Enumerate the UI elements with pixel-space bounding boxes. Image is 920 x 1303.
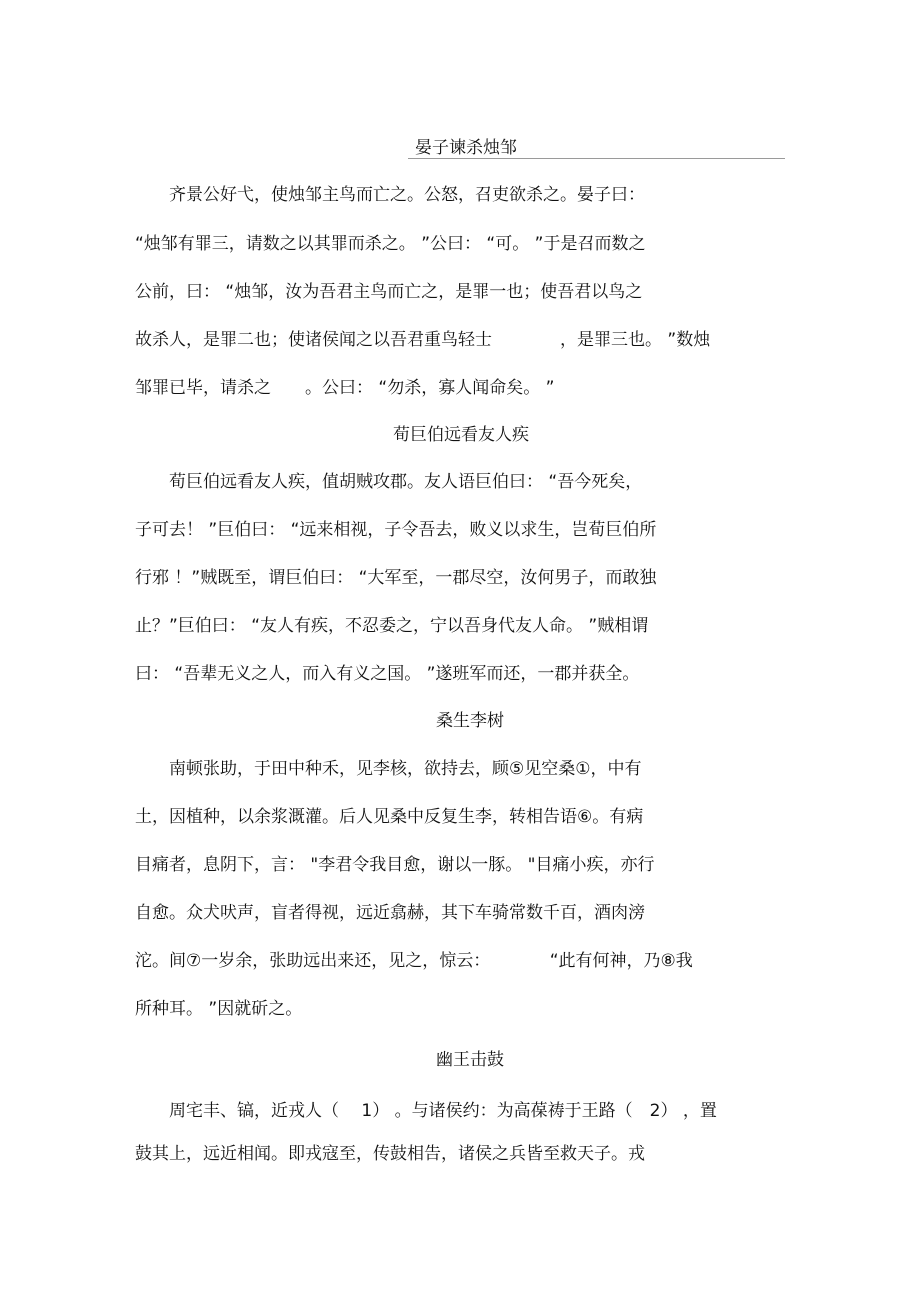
text-line: 所种耳。 ”因就斫之。 [135, 999, 303, 1019]
section-title: 桑生李树 [436, 711, 504, 731]
text-line: 土，因植种，以余浆溉灌。后人见桑中反复生李，转相告语⑥。有病 [135, 807, 644, 827]
text-line: 行邪 ！”贼既至，谓巨伯曰： “大军至，一郡尽空，汝何男子，而敢独 [135, 568, 657, 588]
title-underline [408, 158, 785, 159]
text-line: 曰： “吾辈无义之人，而入有义之国。 ”遂班军而还，一郡并获全。 [135, 664, 640, 684]
text-line: 公前，曰： “烛邹，汝为吾君主鸟而亡之，是罪一也；使吾君以鸟之 [135, 282, 643, 302]
section-title: 幽王击鼓 [436, 1050, 504, 1070]
text-line: 故杀人，是罪二也；使诸侯闻之以吾君重鸟轻士 ，是罪三也。 ”数烛 [135, 330, 711, 350]
text-line: 齐景公好弋，使烛邹主鸟而亡之。公怒，召吏欲杀之。晏子曰： [135, 185, 645, 205]
text-line: “烛邹有罪三，请数之以其罪而杀之。 ”公曰： “可。 ”于是召而数之 [135, 234, 646, 254]
section-title: 晏子谏杀烛邹 [415, 138, 517, 158]
text-line: 周宅丰、镐，近戎人（ 1） 。与诸侯约：为高葆祷于王路（ 2） ，置 [135, 1101, 717, 1121]
text-line: 鼓其上，远近相闻。即戎寇至，传鼓相告，诸侯之兵皆至救天子。戎 [135, 1144, 645, 1164]
text-line: 南顿张助，于田中种禾，见李核，欲持去，顾⑤见空桑①，中有 [135, 759, 642, 779]
text-line: 自愈。众犬吠声，盲者得视，远近翕赫，其下车骑常数千百，酒肉滂 [135, 903, 645, 923]
text-line: 邹罪已毕，请杀之 。公曰： “勿杀，寡人闻命矣。 ” [135, 378, 555, 398]
text-line: 沱。间⑦一岁余，张助远出来还，见之，惊云： “此有何神，乃⑧我 [135, 951, 693, 971]
section-title: 荀巨伯远看友人疾 [393, 425, 529, 445]
text-line: 目痛者，息阴下，言： "李君令我目愈，谢以一豚。 "目痛小疾，亦行 [135, 855, 655, 875]
text-line: 止？”巨伯曰： “友人有疾，不忍委之，宁以吾身代友人命。 ”贼相谓 [135, 616, 649, 636]
text-line: 荀巨伯远看友人疾，值胡贼攻郡。友人语巨伯曰： “吾今死矣， [135, 472, 643, 492]
text-line: 子可去！ ”巨伯曰： “远来相视，子令吾去，败义以求生，岂荀巨伯所 [135, 520, 657, 540]
